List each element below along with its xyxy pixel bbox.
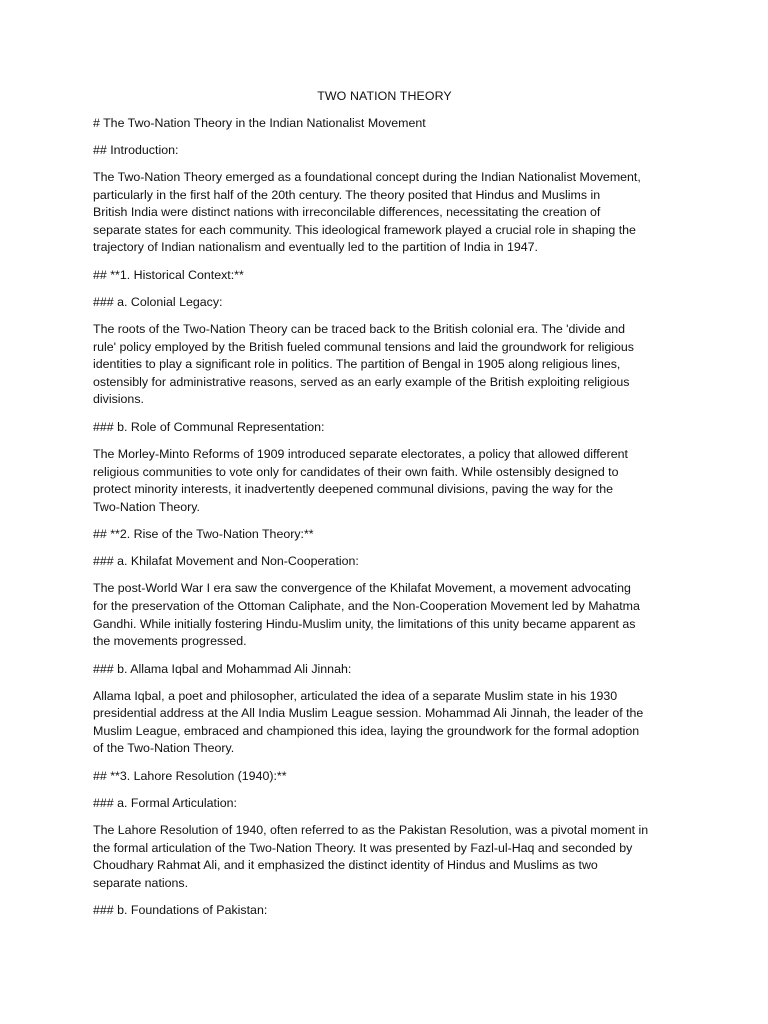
paragraph-line: The Two-Nation Theory emerged as a foundational concept during the Indian Nationalist Movement, bbox=[93, 170, 641, 184]
paragraph-line: The Morley-Minto Reforms of 1909 introduced separate electorates, a policy that allowed different bbox=[93, 446, 628, 461]
paragraph-formal-articulation bbox=[93, 822, 676, 892]
paragraph-iqbal-jinnah bbox=[93, 688, 676, 758]
paragraph-line: trajectory of Indian nationalism and eventually led to the partition of India in 1947. bbox=[93, 240, 538, 255]
paragraph-line: The Lahore Resolution of 1940, often referred to as the Pakistan Resolution, was a pivotal moment in bbox=[93, 823, 649, 838]
subsection-heading-colonial-legacy: ### a. Colonial Legacy: bbox=[93, 294, 223, 309]
paragraph-line: The post-World War I era saw the convergence of the Khilafat Movement, a movement advocating bbox=[93, 581, 631, 596]
paragraph-introduction bbox=[93, 169, 676, 257]
paragraph-line: rule' policy employed by the British fueled communal tensions and laid the groundwork for religious bbox=[93, 339, 634, 354]
paragraph-line: separate nations. bbox=[93, 875, 189, 890]
paragraph-line: of the Two-Nation Theory. bbox=[93, 741, 235, 756]
main-heading: # The Two-Nation Theory in the Indian Nationalist Movement bbox=[93, 116, 426, 130]
paragraph-line: identities to play a significant role in politics. The partition of Bengal in 1905 along religious lines, bbox=[93, 357, 621, 372]
subsection-heading-iqbal-jinnah: ### b. Allama Iqbal and Mohammad Ali Jinnah: bbox=[93, 661, 352, 676]
paragraph-line: the movements progressed. bbox=[93, 634, 247, 649]
section-heading-historical-context: ## **1. Historical Context:** bbox=[93, 267, 244, 282]
section-heading-introduction: ## Introduction: bbox=[93, 143, 179, 157]
paragraph-line: Allama Iqbal, a poet and philosopher, articulated the idea of a separate Muslim state in his 1930 bbox=[93, 688, 618, 703]
subsection-heading-communal-representation: ### b. Role of Communal Representation: bbox=[93, 419, 325, 434]
subsection-heading-khilafat: ### a. Khilafat Movement and Non-Cooperation: bbox=[93, 554, 359, 569]
paragraph-line: separate states for each community. This ideological framework played a crucial role in shaping the bbox=[93, 222, 636, 237]
paragraph-line: Two-Nation Theory. bbox=[93, 499, 200, 514]
paragraph-line: ostensibly for administrative reasons, served as an early example of the British exploiting religious bbox=[93, 374, 630, 389]
paragraph-line: protect minority interests, it inadvertently deepened communal divisions, paving the way for the bbox=[93, 482, 613, 497]
paragraph-line: religious communities to vote only for candidates of their own faith. While ostensibly designed to bbox=[93, 464, 619, 479]
paragraph-communal-representation bbox=[93, 446, 676, 516]
paragraph-line: the formal articulation of the Two-Nation Theory. It was presented by Fazl-ul-Haq and seconded by bbox=[93, 840, 633, 855]
subsection-heading-formal-articulation: ### a. Formal Articulation: bbox=[93, 796, 237, 811]
paragraph-khilafat bbox=[93, 580, 676, 650]
subsection-heading-foundations-of-pakistan: ### b. Foundations of Pakistan: bbox=[93, 903, 268, 918]
document-title: TWO NATION THEORY bbox=[317, 89, 452, 103]
paragraph-colonial-legacy bbox=[93, 321, 676, 409]
paragraph-line: for the preservation of the Ottoman Caliphate, and the Non-Cooperation Movement led by Mahatma bbox=[93, 598, 640, 613]
paragraph-line: Gandhi. While initially fostering Hindu-Muslim unity, the limitations of this unity became apparent as bbox=[93, 616, 636, 631]
paragraph-line: Choudhary Rahmat Ali, and it emphasized the distinct identity of Hindus and Muslims as two bbox=[93, 858, 598, 873]
paragraph-line: The roots of the Two-Nation Theory can be traced back to the British colonial era. The 'divide and bbox=[93, 321, 626, 336]
paragraph-line: British India were distinct nations with irreconcilable differences, necessitating the creation of bbox=[93, 205, 601, 220]
paragraph-line: particularly in the first half of the 20th century. The theory posited that Hindus and Muslims in bbox=[93, 187, 601, 202]
paragraph-line: divisions. bbox=[93, 392, 144, 407]
paragraph-line: presidential address at the All India Muslim League session. Mohammad Ali Jinnah, the leader of the bbox=[93, 706, 644, 721]
section-heading-rise-of-theory: ## **2. Rise of the Two-Nation Theory:** bbox=[93, 527, 314, 542]
section-heading-lahore-resolution: ## **3. Lahore Resolution (1940):** bbox=[93, 769, 287, 784]
paragraph-line: Muslim League, embraced and championed this idea, laying the groundwork for the formal adoption bbox=[93, 723, 640, 738]
